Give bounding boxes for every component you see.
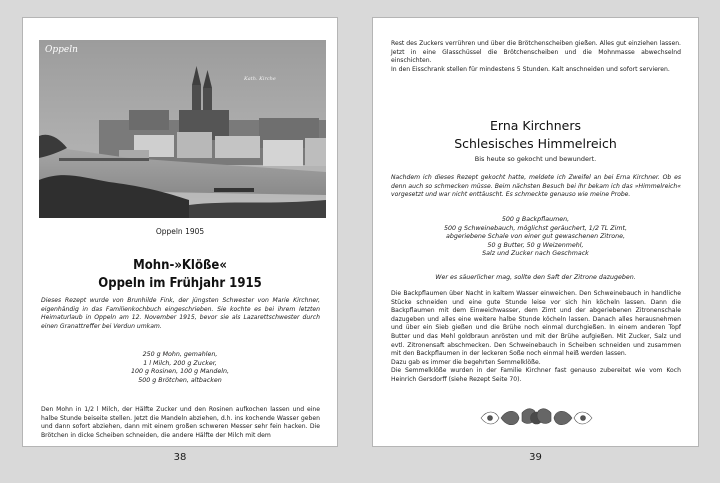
right-page bbox=[372, 17, 699, 447]
continued-method: Rest des Zuckers verrühren und über die Brötchenscheiben gießen. Alles gut einziehen lassen. Jetzt in eine Glasschüssel die Brötchenscheiben und die Mohnmasse abwechselnd einschichten. In den Eisschrank stellen für mindestens 5 Stunden. Kalt anschneiden und sofort servieren. bbox=[391, 40, 681, 73]
ingredient-line: abgeriebene Schale von einer gut gewaschenen Zitrone, bbox=[446, 233, 625, 241]
floral-ornament-icon bbox=[479, 407, 594, 433]
ingredient-line: Salz und Zucker nach Geschmack bbox=[482, 250, 589, 258]
recipe-title-line2: Schlesisches Himmelreich bbox=[454, 136, 617, 151]
left-page bbox=[22, 17, 338, 447]
photo-label: Oppeln bbox=[45, 45, 78, 55]
ingredient-list bbox=[23, 351, 337, 385]
page-number-right: 39 bbox=[529, 452, 542, 463]
oppeln-photo bbox=[39, 40, 326, 218]
recipe-note: Wer es säuerlicher mag, sollte den Saft der Zitrone dazugeben. bbox=[435, 274, 636, 281]
recipe-intro: Nachdem ich dieses Rezept gekocht hatte, meldete ich Zweifel an bei Erna Kirchner. Ob es denn auch so schmecken müsse. Beim nächsten Besuch bei ihr bekam ich das »Himmelreich« vorgesetzt und war nicht enttäuscht. Es schmeckte genauso wie meine Probe. bbox=[391, 174, 681, 199]
ingredient-line: 500 g Backpflaumen, bbox=[501, 216, 570, 223]
recipe-method: Die Backpflaumen über Nacht in kaltem Wasser einweichen. Den Schweinebauch in handliche Stücke schneiden und eine gute Stunde leise vor sich hin köcheln lassen. Dann die Backpflaumen mit dem Einweichwasser, dem Zimt und der abgeriebenen Zitronenschale dazugeben und alles eine weitere halbe Stunde köcheln lassen. Danach alles herausnehmen und über ein Sieb gießen und die Brühe noch einmal durchgießen. In einem anderen Topf Butter und das Mehl goldbraun anrösten und mit der Brühe aufgießen. Mit Zucker, Salz und evtl. Zitronensaft abschmecken. Den Schweinebauch in Scheiben schneiden und zusammen mit den Backpflaumen in der leckeren Soße noch einmal heiß werden lassen. Dazu gab es immer die begehrten Semmelklöße. Die Semmelklöße wurden in der Familie Kirchner fast genauso zubereitet wie vom Koch Heinrich Gersdorff (siehe Rezept Seite 70). bbox=[391, 290, 681, 383]
recipe-title-line1: Mohn-»Klöße« bbox=[133, 258, 227, 273]
page-number-left: 38 bbox=[173, 452, 187, 463]
photo-label-small: Kath. Kirche bbox=[244, 76, 276, 82]
recipe-method: Den Mohn in 1/2 l Milch, der Hälfte Zucker und den Rosinen aufkochen lassen und eine halbe Stunde beiseite stellen. Jetzt die Mandeln abziehen, d.h. ins kochende Wasser geben und dann sofort abziehen, dann mit einem großen schweren Messer sehr fein hacken. Die Brötchen in dicke Scheiben schneiden, die andere Hälfte der Milch mit dem bbox=[41, 406, 320, 439]
ingredient-list bbox=[373, 216, 698, 259]
oppeln-photo-drawing bbox=[39, 40, 326, 218]
recipe-title-line1: Erna Kirchners bbox=[490, 118, 581, 133]
ingredient-line: 50 g Butter, 50 g Weizenmehl, bbox=[487, 241, 584, 249]
ingredient-line: 500 g Brötchen, altbacken bbox=[138, 376, 222, 384]
recipe-title-line2: Oppeln im Frühjahr 1915 bbox=[98, 276, 262, 291]
recipe-intro bbox=[41, 297, 320, 331]
recipe-intro-text: Dieses Rezept wurde von Brunhilde Fink, der jüngsten Schwester von Marie Kirchner, eigenhändig in das Familienkochbuch eingeschrieben. Sie kochte es bei ihrem letzten Heimaturlaub in Oppeln am 12. November 1915, bevor sie als Lazarettschwester durch einen Granattreffer bei Verdun umkam. bbox=[41, 297, 320, 330]
recipe-subtitle: Bis heute so gekocht und bewundert. bbox=[474, 155, 597, 163]
photo-caption: Oppeln 1905 bbox=[155, 227, 205, 236]
ingredient-line: 500 g Schweinebauch, möglichst geräuchert, 1/2 TL Zimt, bbox=[444, 224, 627, 232]
ingredient-line: 100 g Rosinen, 100 g Mandeln, bbox=[130, 368, 230, 376]
ingredient-line: 250 g Mohn, gemahlen, bbox=[142, 351, 218, 358]
ingredient-line: 1 l Milch, 200 g Zucker, bbox=[143, 359, 217, 367]
